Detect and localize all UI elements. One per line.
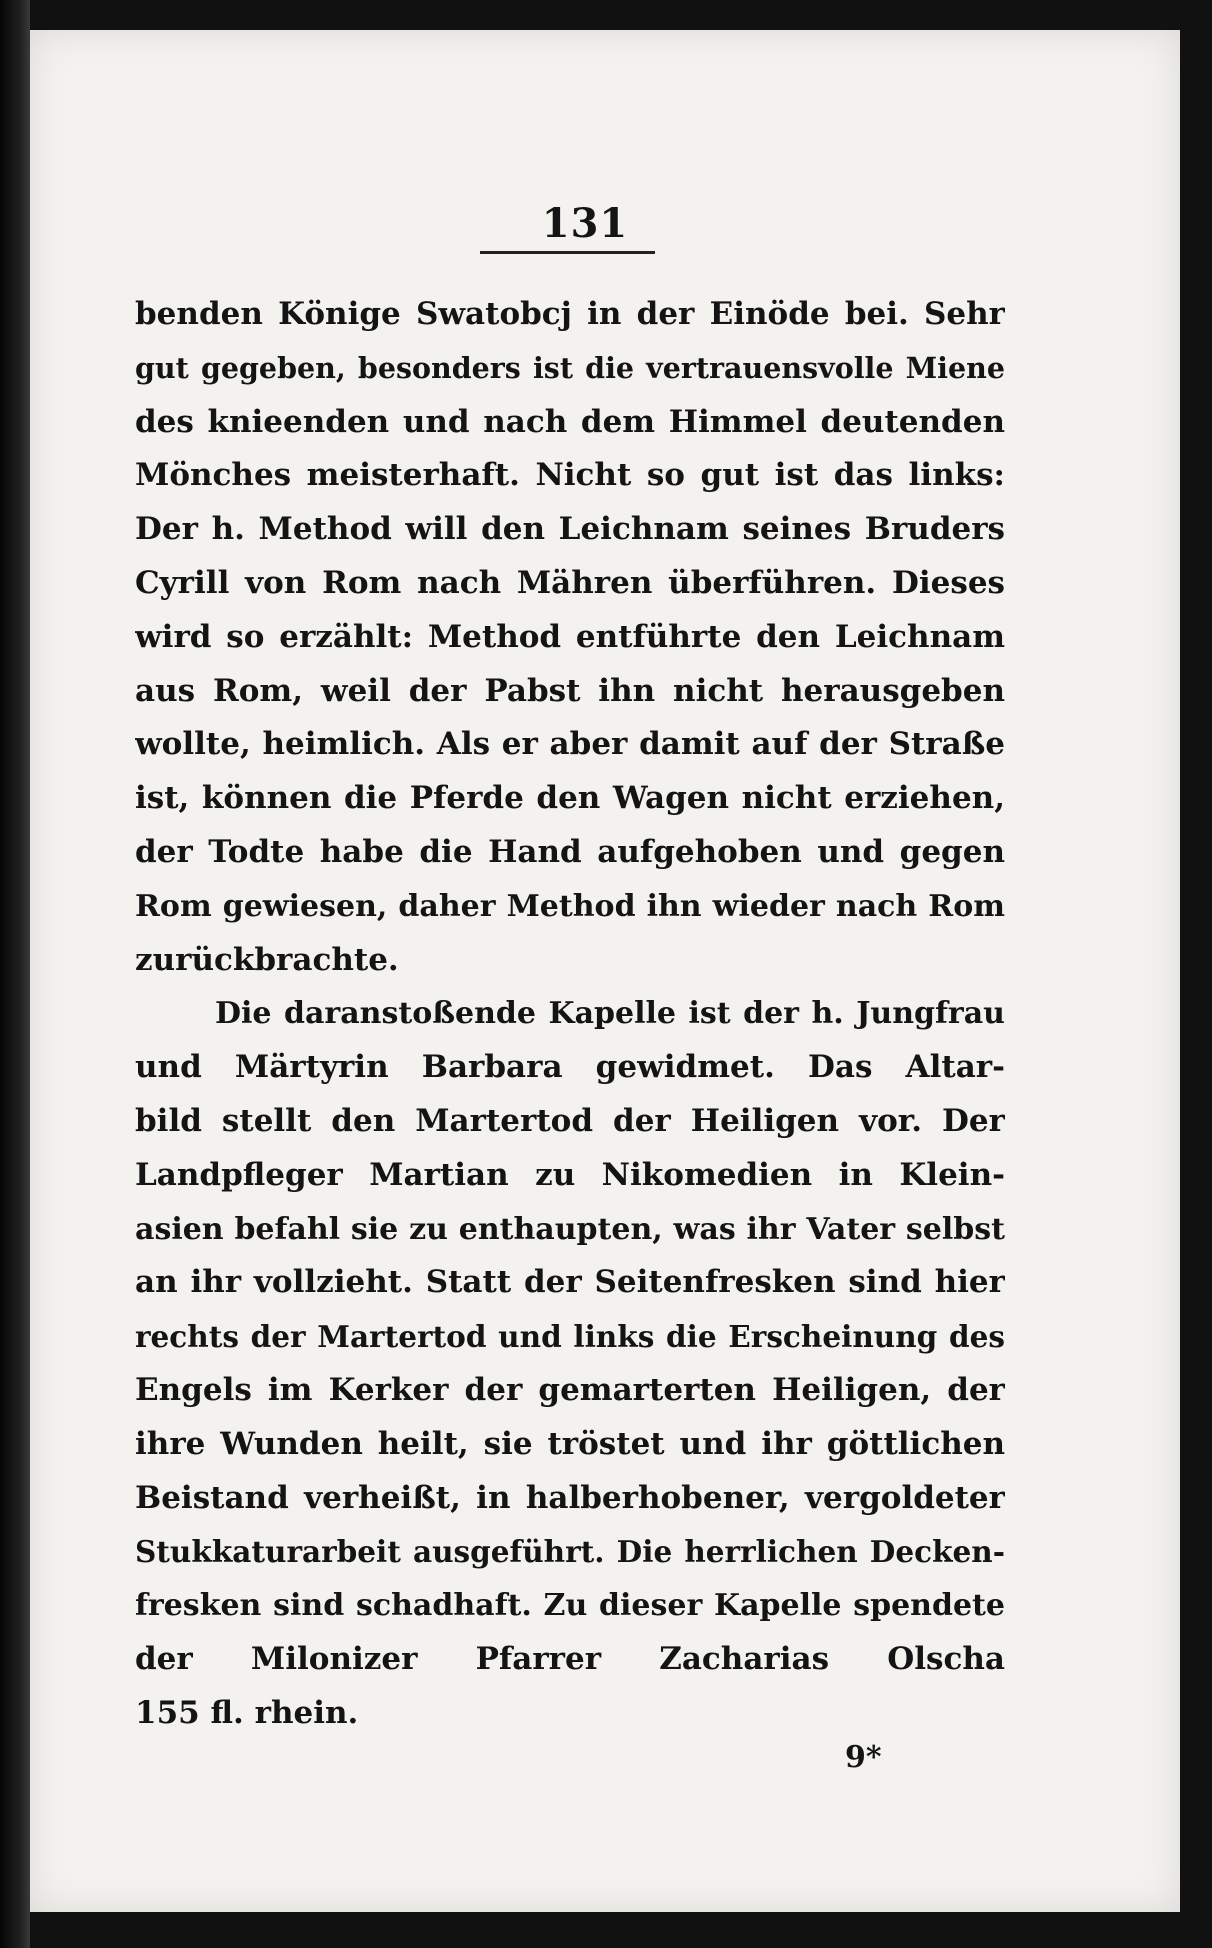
- book-page: [30, 30, 1180, 1912]
- text-line: der Milonizer Pfarrer Zacharias Olscha: [135, 1640, 1005, 1677]
- text-line: zurückbrachte.: [135, 941, 399, 978]
- text-line: wollte, heimlich. Als er aber damit auf der Straße: [135, 726, 1005, 763]
- text-line: an ihr vollzieht. Statt der Seitenfresken sind hier: [135, 1264, 1005, 1301]
- text-line: Landpfleger Martian zu Nikomedien in Klein-: [135, 1156, 1005, 1193]
- text-line: 155 fl. rhein.: [135, 1694, 359, 1731]
- signature-mark: 9*: [845, 1740, 882, 1775]
- text-line: des knieenden und nach dem Himmel deutenden: [135, 403, 1005, 440]
- text-line: Die daranstoßende Kapelle ist der h. Jungfrau: [215, 996, 1005, 1032]
- text-line: und Märtyrin Barbara gewidmet. Das Altar-: [135, 1049, 1005, 1086]
- text-line: Der h. Method will den Leichnam seines Bruders: [135, 511, 1005, 548]
- text-line: Cyrill von Rom nach Mähren überführen. Dieses: [135, 564, 1005, 601]
- text-line: gut gegeben, besonders ist die vertrauensvolle Miene: [135, 350, 1005, 385]
- text-line: ist, können die Pferde den Wagen nicht erziehen,: [135, 780, 1005, 817]
- text-line: ihre Wunden heilt, sie tröstet und ihr göttlichen: [135, 1425, 1005, 1462]
- page-number: 131: [541, 200, 629, 247]
- text-line: rechts der Martertod und links die Erscheinung des: [135, 1319, 1005, 1355]
- text-line: aus Rom, weil der Pabst ihn nicht herausgeben: [135, 672, 1005, 709]
- body-text: [135, 288, 1005, 1741]
- text-line: Mönches meisterhaft. Nicht so gut ist das links:: [135, 457, 1005, 494]
- text-line: Rom gewiesen, daher Method ihn wieder nach Rom: [135, 888, 1005, 924]
- page-number-rule: [480, 251, 655, 254]
- text-line: asien befahl sie zu enthaupten, was ihr Vater selbst: [135, 1211, 1005, 1247]
- book-binding-edge: [0, 0, 30, 1948]
- text-line: bild stellt den Martertod der Heiligen vor. Der: [135, 1102, 1005, 1139]
- text-line: wird so erzählt: Method entführte den Leichnam: [135, 618, 1005, 655]
- text-line: Stukkaturarbeit ausgeführt. Die herrlichen Decken-: [135, 1534, 1005, 1570]
- text-line: Engels im Kerker der gemarterten Heiligen, der: [135, 1371, 1005, 1408]
- text-line: der Todte habe die Hand aufgehoben und gegen: [135, 833, 1005, 870]
- text-line: fresken sind schadhaft. Zu dieser Kapelle spendete: [135, 1588, 1005, 1624]
- text-line: benden Könige Swatobcj in der Einöde bei. Sehr: [135, 296, 1005, 332]
- text-line: Beistand verheißt, in halberhobener, vergoldeter: [135, 1479, 1005, 1516]
